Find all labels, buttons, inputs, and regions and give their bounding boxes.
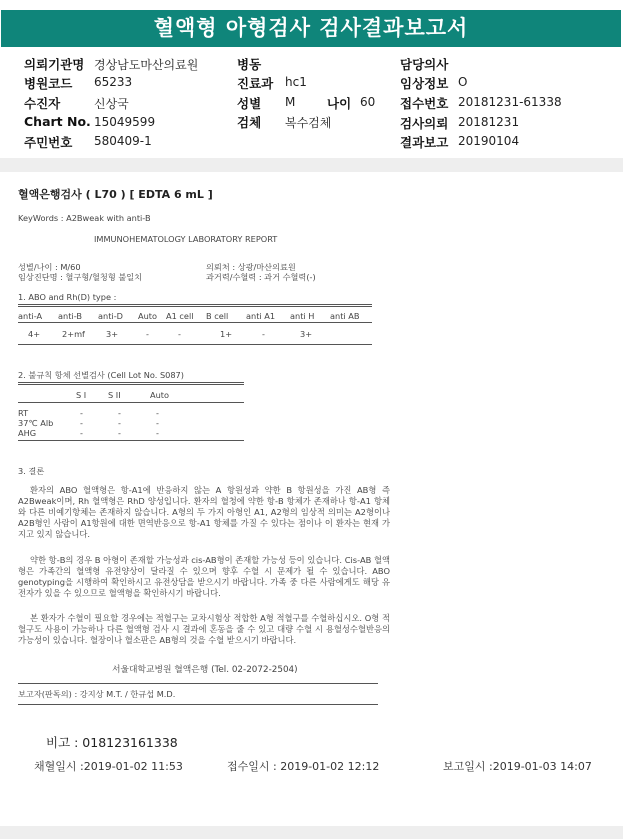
lab-title: IMMUNOHEMATOLOGY LABORATORY REPORT	[94, 234, 278, 244]
table-rule	[18, 440, 244, 441]
table-rule	[18, 344, 372, 345]
dept-label: 진료과	[237, 76, 274, 91]
table-rule	[18, 322, 372, 323]
requester: 의뢰처 : 상광/마산의료원	[206, 262, 296, 272]
resident-no-label: 주민번호	[24, 135, 73, 150]
screen-value-cell: -	[80, 408, 83, 418]
abo-header-cell: anti-A	[18, 311, 43, 321]
abo-header-cell: anti AB	[330, 311, 360, 321]
screen-value-cell: -	[156, 418, 159, 428]
report-title: 혈액형 아형검사 검사결과보고서	[1, 10, 621, 47]
abo-value-cell: -	[178, 329, 181, 339]
abo-value-cell: 1+	[220, 329, 233, 339]
accession-label: 접수번호	[400, 96, 449, 111]
screen-header-cell: S I	[76, 390, 87, 400]
screen-value-cell: -	[118, 418, 121, 428]
collected-datetime: 채혈일시 :2019-01-02 11:53	[34, 760, 183, 773]
conclusion-paragraph-3: 본 환자가 수혈이 필요할 경우에는 적혈구는 교차시험상 적합한 A형 적혈구를 수혈하십시오. O형 적혈구도 사용이 가능하나 다른 혈액형 검사 시 결과에 혼동을 줄 수 있고 대량 수혈 시 용혈성수혈반응의 가능성이 있습니다. 혈장이나 혈소판은 AB형의 것을 수혈 받으시기 바랍니다.	[18, 613, 390, 645]
screen-phase-cell: AHG	[18, 428, 37, 438]
doctor-label: 담당의사	[400, 57, 449, 72]
abo-header-cell: anti-B	[58, 311, 82, 321]
table-rule	[18, 402, 244, 403]
screen-header-cell: Auto	[150, 390, 170, 400]
screen-phase-cell: RT	[18, 408, 29, 418]
table-rule	[18, 304, 372, 307]
screen-header-cell: S II	[108, 390, 121, 400]
screen-value-cell: -	[118, 428, 121, 438]
abo-value-cell: 3+	[300, 329, 313, 339]
clinical-info-value: O	[458, 75, 468, 89]
conclusion-paragraph-2: 약한 항-B의 경우 B 아형이 존재할 가능성과 cis-AB형이 존재할 가능성 등이 있습니다. Cis-AB 혈액형은 가족간의 혈액형 유전양상이 달라질 수 있으며 향후 수혈 시 문제가 될 수 있습니다. ABO genotyping을 시행하여 확인하시고 유전상담을 받으시기 바랍니다. 가족 중 다른 사람에게도 해당 유전자가 있을 수 있으므로 혈액형을 확인하시기 바랍니다.	[18, 555, 390, 598]
abo-header-cell: A1 cell	[166, 311, 194, 321]
patient-info-panel	[0, 48, 623, 158]
sex-value: M	[285, 95, 296, 109]
section-2-title: 2. 불규칙 항체 선별검사 (Cell Lot No. S087)	[18, 370, 184, 380]
abo-header-cell: B cell	[206, 311, 229, 321]
sex-age: 성별/나이 : M/60	[18, 262, 81, 272]
receiver-value: 신상국	[94, 97, 129, 111]
clinical-info-label: 임상정보	[400, 76, 449, 91]
screen-phase-cell: 37℃ Alb	[18, 418, 54, 428]
screen-value-cell: -	[80, 418, 83, 428]
abo-value-cell: 3+	[106, 329, 119, 339]
keywords: KeyWords : A2Bweak with anti-B	[18, 213, 151, 223]
request-date-label: 검사의뢰	[400, 116, 449, 131]
dept-value: hc1	[285, 75, 307, 89]
result-date-value: 20190104	[458, 134, 520, 148]
conclusion-paragraph-1: 환자의 ABO 혈액형은 항-A1에 반응하지 않는 A 항원성과 약한 B 항원성을 가진 AB형 즉 A2Bweak이며, Rh 혈액형은 RhD 양성입니다. 환자의 혈청에 약한 항-B 항체가 존재하나 항-A1 항체와 다른 비예기항체는 존재하지 않습니다. A형의 두 가지 아형인 A1, A2형의 임상적 의미는 A2형이나 A2B형인 사람이 A1항원에 대한 면역반응으로 항-A1 항체를 가질 수 있다는 점이나 이 환자는 현재 가지고 있지 않습니다.	[18, 485, 390, 539]
signature-line: 서울대학교병원 혈액은행 (Tel. 02-2072-2504)	[112, 665, 298, 675]
report-heading: 혈액은행검사 ( L70 ) [ EDTA 6 mL ]	[18, 188, 213, 201]
section-1-title: 1. ABO and Rh(D) type :	[18, 292, 117, 302]
result-date-label: 결과보고	[400, 135, 449, 150]
abo-value-cell: -	[262, 329, 265, 339]
age-label: 나이	[327, 96, 352, 111]
clinical-diagnosis: 임상진단명 : 혈구형/혈청형 불일치	[18, 272, 143, 282]
abo-header-cell: anti-D	[98, 311, 123, 321]
abo-value-cell: 2+mf	[62, 329, 85, 339]
received-datetime: 접수일시 : 2019-01-02 12:12	[227, 760, 380, 773]
institution-label: 의뢰기관명	[24, 57, 85, 72]
abo-value-cell: 4+	[28, 329, 41, 339]
institution-value: 경상남도마산의료원	[94, 58, 199, 72]
hospital-code-label: 병원코드	[24, 76, 73, 91]
ward-label: 병동	[237, 57, 262, 72]
request-date-value: 20181231	[458, 115, 520, 129]
bottom-margin	[0, 826, 623, 839]
specimen-value: 복수검체	[285, 116, 332, 130]
receiver-label: 수진자	[24, 96, 61, 111]
screen-value-cell: -	[156, 428, 159, 438]
note: 비고 : 018123161338	[46, 735, 178, 750]
reported-datetime: 보고일시 :2019-01-03 14:07	[443, 760, 592, 773]
table-rule	[18, 683, 378, 684]
transfusion-history: 과거력/수혈력 : 과거 수혈력(-)	[206, 272, 316, 282]
specimen-label: 검체	[237, 115, 262, 130]
lab-report-scan	[0, 172, 623, 839]
screen-value-cell: -	[80, 428, 83, 438]
abo-header-cell: anti A1	[246, 311, 276, 321]
abo-value-cell: -	[146, 329, 149, 339]
table-rule	[18, 382, 244, 385]
abo-header-cell: Auto	[138, 311, 158, 321]
sex-label: 성별	[237, 96, 262, 111]
section-3-title: 3. 결론	[18, 466, 45, 476]
screen-value-cell: -	[156, 408, 159, 418]
abo-header-cell: anti H	[290, 311, 315, 321]
resident-no-value: 580409-1	[94, 134, 152, 148]
age-value: 60	[360, 95, 376, 109]
accession-value: 20181231-61338	[458, 95, 562, 109]
chart-no-value: 15049599	[94, 115, 156, 129]
chart-no-label: Chart No.	[24, 114, 91, 129]
section-divider	[0, 158, 623, 172]
hospital-code-value: 65233	[94, 75, 133, 89]
screen-value-cell: -	[118, 408, 121, 418]
reporter: 보고자(판독의) : 강지상 M.T. / 한규섭 M.D.	[18, 689, 176, 699]
table-rule	[18, 704, 378, 705]
